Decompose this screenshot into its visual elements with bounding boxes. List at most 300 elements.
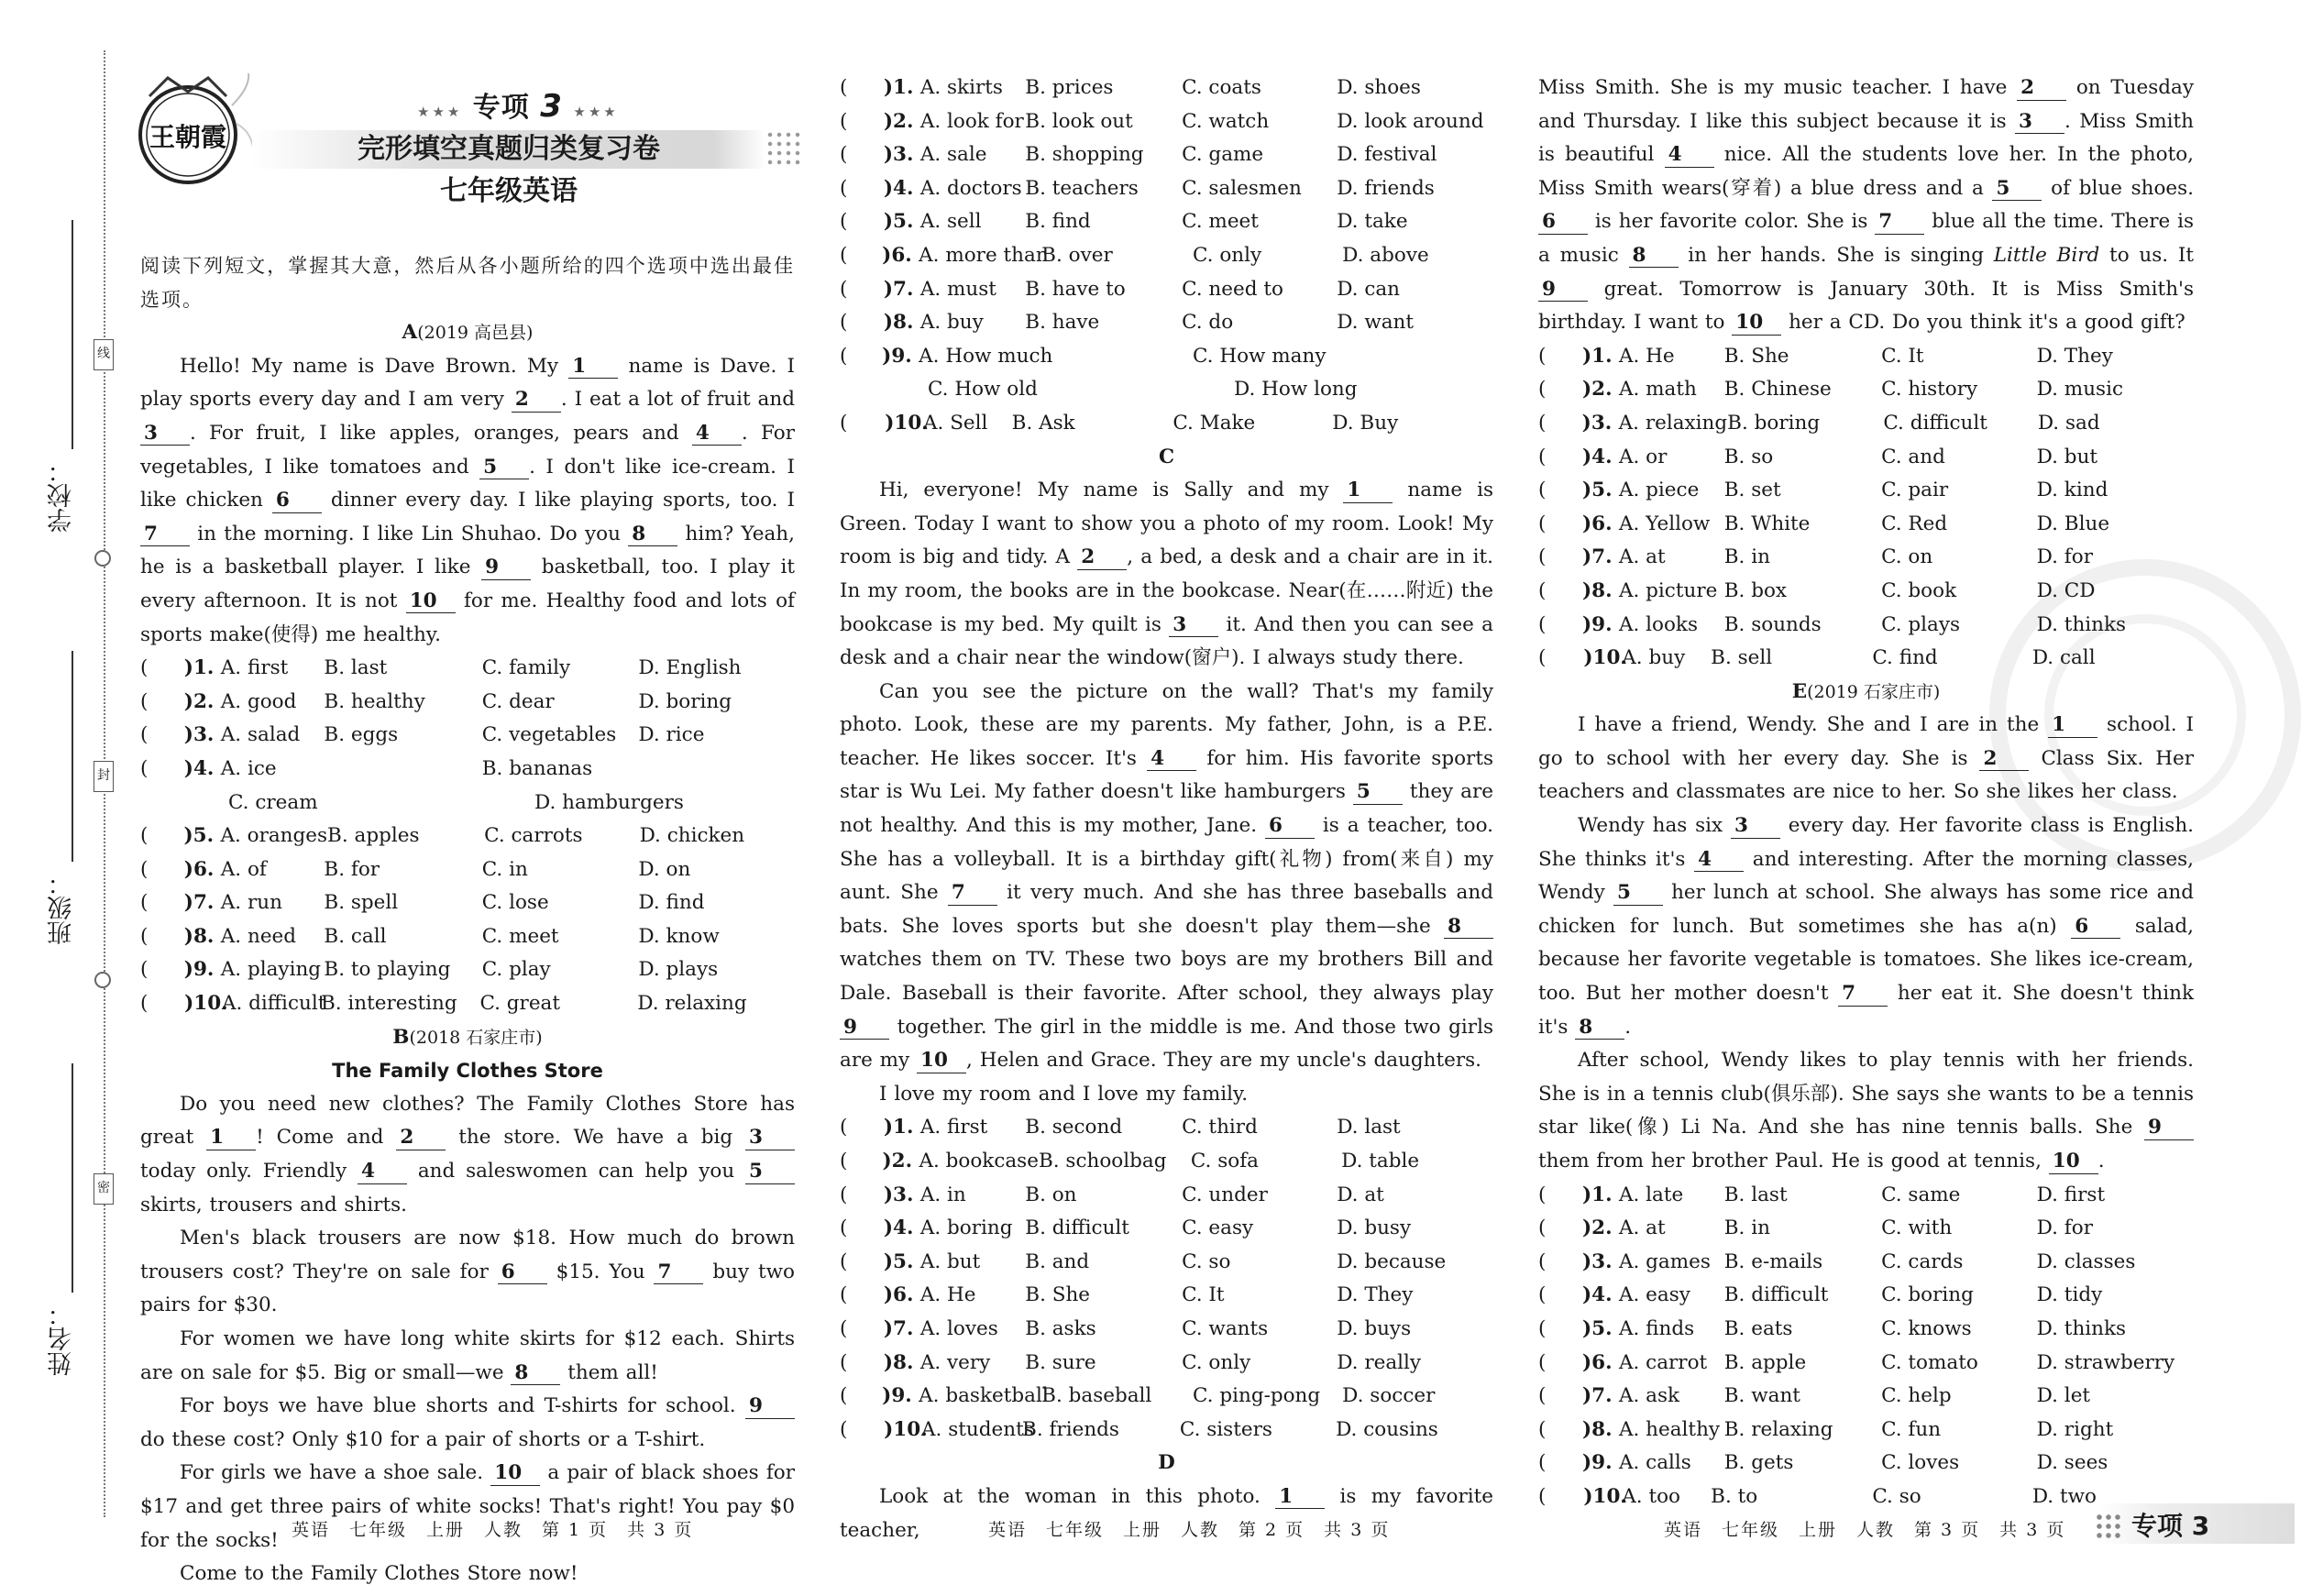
option[interactable]: B. in bbox=[1723, 545, 1770, 569]
answer-bracket[interactable]: ( bbox=[840, 1350, 848, 1374]
option[interactable]: D. sees bbox=[2036, 1451, 2108, 1475]
answer-bracket[interactable]: ( bbox=[1538, 512, 1547, 535]
answer-bracket[interactable]: ( bbox=[1538, 411, 1547, 435]
option[interactable]: C. How old bbox=[928, 378, 1038, 402]
option[interactable]: D. tidy bbox=[2036, 1283, 2103, 1307]
blank-5[interactable]: 5 bbox=[479, 457, 529, 480]
option[interactable]: B. second bbox=[1025, 1116, 1123, 1139]
blank-1[interactable]: 1 bbox=[568, 357, 618, 380]
option[interactable]: B. Ask bbox=[1011, 411, 1075, 435]
blank-6[interactable]: 6 bbox=[498, 1262, 547, 1285]
blank-5[interactable]: 5 bbox=[1992, 179, 2042, 202]
option[interactable]: B. box bbox=[1723, 578, 1788, 602]
option[interactable]: B. sounds bbox=[1723, 612, 1822, 636]
blank-2[interactable]: 2 bbox=[1077, 547, 1127, 570]
option[interactable]: C. play bbox=[481, 958, 551, 982]
option[interactable]: C. It bbox=[1881, 344, 1924, 368]
answer-bracket[interactable]: ( bbox=[1538, 445, 1547, 468]
option[interactable]: D. take bbox=[1337, 210, 1408, 234]
answer-bracket[interactable]: ( bbox=[840, 109, 848, 133]
option[interactable]: A. picture bbox=[1618, 578, 1718, 602]
option[interactable]: D. let bbox=[2036, 1384, 2091, 1408]
option[interactable]: B. set bbox=[1723, 479, 1781, 502]
answer-bracket[interactable]: ( bbox=[140, 824, 149, 848]
option[interactable]: B. relaxing bbox=[1723, 1417, 1833, 1441]
option[interactable]: D. strawberry bbox=[2036, 1350, 2175, 1374]
blank-6[interactable]: 6 bbox=[1538, 212, 1588, 235]
option[interactable]: C. in bbox=[481, 857, 528, 881]
option[interactable]: D. two bbox=[2031, 1484, 2097, 1508]
answer-bracket[interactable]: ( bbox=[840, 210, 848, 234]
option[interactable]: A. first bbox=[220, 656, 289, 680]
option[interactable]: C. only bbox=[1192, 243, 1262, 267]
option[interactable]: C. carrots bbox=[484, 824, 583, 848]
option[interactable]: A. games bbox=[1618, 1249, 1711, 1273]
option[interactable]: C. need to bbox=[1182, 277, 1283, 301]
option[interactable]: C. fun bbox=[1881, 1417, 1942, 1441]
blank-9[interactable]: 9 bbox=[1538, 280, 1588, 303]
option[interactable]: C. same bbox=[1881, 1183, 1961, 1206]
option[interactable]: A. oranges bbox=[220, 824, 328, 848]
blank-1[interactable]: 1 bbox=[2048, 715, 2097, 738]
option[interactable]: C. lose bbox=[481, 891, 549, 915]
option[interactable]: A. ask bbox=[1618, 1384, 1680, 1408]
blank-9[interactable]: 9 bbox=[745, 1396, 795, 1419]
option[interactable]: C. loves bbox=[1881, 1451, 1960, 1475]
blank-2[interactable]: 2 bbox=[2017, 78, 2066, 101]
blank-4[interactable]: 4 bbox=[358, 1161, 407, 1184]
blank-10[interactable]: 10 bbox=[2049, 1151, 2098, 1174]
option[interactable]: B. sure bbox=[1025, 1350, 1096, 1374]
option[interactable]: A. salad bbox=[220, 723, 301, 747]
blank-8[interactable]: 8 bbox=[628, 524, 677, 547]
option[interactable]: B. have bbox=[1025, 311, 1100, 335]
option[interactable]: B. in bbox=[1723, 1216, 1770, 1240]
option[interactable]: B. to playing bbox=[324, 958, 451, 982]
option[interactable]: C. plays bbox=[1881, 612, 1961, 636]
option[interactable]: D. because bbox=[1337, 1249, 1447, 1273]
option[interactable]: A. finds bbox=[1618, 1316, 1695, 1340]
option[interactable]: D. on bbox=[638, 857, 691, 881]
option[interactable]: B. Chinese bbox=[1723, 378, 1832, 402]
blank-7[interactable]: 7 bbox=[948, 883, 997, 906]
option[interactable]: A. in bbox=[919, 1183, 966, 1206]
option[interactable]: D. Buy bbox=[1332, 411, 1399, 435]
option[interactable]: A. must bbox=[919, 277, 996, 301]
option[interactable]: A. very bbox=[919, 1350, 991, 1374]
option[interactable]: C. third bbox=[1182, 1116, 1258, 1139]
blank-7[interactable]: 7 bbox=[1875, 212, 1924, 235]
blank-7[interactable]: 7 bbox=[654, 1262, 703, 1285]
option[interactable]: D. soccer bbox=[1342, 1384, 1436, 1408]
option[interactable]: B. e-mails bbox=[1723, 1249, 1823, 1273]
option[interactable]: C. watch bbox=[1182, 109, 1270, 133]
answer-bracket[interactable]: ( bbox=[140, 924, 149, 948]
option[interactable]: D. They bbox=[2036, 344, 2113, 368]
option[interactable]: D. plays bbox=[638, 958, 719, 982]
option[interactable]: C. boring bbox=[1881, 1283, 1974, 1307]
option[interactable]: A. playing bbox=[220, 958, 322, 982]
answer-bracket[interactable]: ( bbox=[840, 1417, 848, 1441]
option[interactable]: D. busy bbox=[1337, 1216, 1412, 1240]
option[interactable]: A. loves bbox=[919, 1316, 998, 1340]
option[interactable]: C. cards bbox=[1881, 1249, 1964, 1273]
answer-bracket[interactable]: ( bbox=[140, 756, 149, 780]
answer-bracket[interactable]: ( bbox=[1538, 1249, 1547, 1273]
option[interactable]: C. meet bbox=[1182, 210, 1259, 234]
answer-bracket[interactable]: ( bbox=[140, 857, 149, 881]
option[interactable]: D. festival bbox=[1337, 143, 1437, 167]
option[interactable]: A. students bbox=[921, 1417, 1034, 1441]
option[interactable]: A. good bbox=[220, 689, 297, 713]
option[interactable]: C. great bbox=[479, 992, 561, 1016]
answer-bracket[interactable]: ( bbox=[140, 891, 149, 915]
option[interactable]: D. relaxing bbox=[637, 992, 747, 1016]
option[interactable]: D. CD bbox=[2036, 578, 2096, 602]
option[interactable]: D. last bbox=[1337, 1116, 1401, 1139]
option[interactable]: A. healthy bbox=[1618, 1417, 1721, 1441]
answer-bracket[interactable]: ( bbox=[140, 958, 149, 982]
answer-bracket[interactable]: ( bbox=[840, 1316, 848, 1340]
option[interactable]: B. over bbox=[1041, 243, 1113, 267]
blank-4[interactable]: 4 bbox=[1147, 749, 1196, 772]
blank-2[interactable]: 2 bbox=[512, 390, 561, 413]
blank-2[interactable]: 2 bbox=[1979, 749, 2029, 772]
option[interactable]: D. for bbox=[2036, 545, 2093, 569]
answer-bracket[interactable]: ( bbox=[840, 143, 848, 167]
option[interactable]: B. spell bbox=[324, 891, 399, 915]
option[interactable]: D. chicken bbox=[639, 824, 745, 848]
answer-bracket[interactable]: ( bbox=[1538, 1417, 1547, 1441]
option[interactable]: B. prices bbox=[1025, 76, 1114, 99]
option[interactable]: D. music bbox=[2036, 378, 2123, 402]
answer-bracket[interactable]: ( bbox=[1538, 1316, 1547, 1340]
option[interactable]: D. find bbox=[638, 891, 705, 915]
class-field[interactable] bbox=[72, 651, 73, 862]
answer-bracket[interactable]: ( bbox=[1538, 612, 1547, 636]
option[interactable]: C. difficult bbox=[1883, 411, 1987, 435]
answer-bracket[interactable]: ( bbox=[1538, 344, 1547, 368]
name-field[interactable] bbox=[72, 1063, 73, 1293]
option[interactable]: A. run bbox=[220, 891, 282, 915]
option[interactable]: B. shopping bbox=[1025, 143, 1144, 167]
option[interactable]: D. They bbox=[1337, 1283, 1414, 1307]
option[interactable]: C. find bbox=[1872, 646, 1938, 670]
option[interactable]: A. relaxing bbox=[1618, 411, 1728, 435]
option[interactable]: D. can bbox=[1337, 277, 1401, 301]
option[interactable]: D. first bbox=[2036, 1183, 2106, 1206]
option[interactable]: C. family bbox=[481, 656, 571, 680]
answer-bracket[interactable]: ( bbox=[1538, 578, 1547, 602]
option[interactable]: A. of bbox=[220, 857, 267, 881]
answer-bracket[interactable]: ( bbox=[840, 1183, 848, 1206]
option[interactable]: A. math bbox=[1618, 378, 1697, 402]
answer-bracket[interactable]: ( bbox=[840, 311, 848, 335]
blank-4[interactable]: 4 bbox=[692, 424, 742, 446]
option[interactable]: D. hamburgers bbox=[534, 790, 684, 814]
option[interactable]: D. but bbox=[2036, 445, 2098, 468]
option[interactable]: D. thinks bbox=[2036, 612, 2127, 636]
option[interactable]: B. friends bbox=[1022, 1417, 1119, 1441]
option[interactable]: B. She bbox=[1723, 344, 1789, 368]
answer-bracket[interactable]: ( bbox=[1538, 545, 1547, 569]
option[interactable]: B. last bbox=[324, 656, 388, 680]
answer-bracket[interactable]: ( bbox=[1538, 1216, 1547, 1240]
blank-8[interactable]: 8 bbox=[1444, 917, 1493, 940]
answer-bracket[interactable]: ( bbox=[1538, 479, 1547, 502]
answer-bracket[interactable]: ( bbox=[1538, 1350, 1547, 1374]
answer-bracket[interactable]: ( bbox=[1538, 646, 1547, 670]
option[interactable]: D. right bbox=[2036, 1417, 2114, 1441]
option[interactable]: A. late bbox=[1618, 1183, 1684, 1206]
option[interactable]: B. She bbox=[1025, 1283, 1091, 1307]
answer-bracket[interactable]: ( bbox=[840, 1216, 848, 1240]
blank-2[interactable]: 2 bbox=[396, 1128, 446, 1150]
option[interactable]: D. sad bbox=[2037, 411, 2100, 435]
blank-3[interactable]: 3 bbox=[745, 1128, 795, 1150]
option[interactable]: A. sell bbox=[919, 210, 982, 234]
blank-5[interactable]: 5 bbox=[1353, 782, 1403, 805]
option[interactable]: B. White bbox=[1723, 512, 1811, 535]
option[interactable]: D. look around bbox=[1337, 109, 1484, 133]
blank-6[interactable]: 6 bbox=[272, 490, 322, 513]
answer-bracket[interactable]: ( bbox=[840, 1116, 848, 1139]
option[interactable]: A. skirts bbox=[919, 76, 1003, 99]
blank-1[interactable]: 1 bbox=[1343, 480, 1393, 503]
option[interactable]: A. boring bbox=[919, 1216, 1013, 1240]
option[interactable]: A. He bbox=[1618, 344, 1675, 368]
answer-bracket[interactable]: ( bbox=[840, 243, 848, 267]
option[interactable]: B. and bbox=[1025, 1249, 1090, 1273]
answer-bracket[interactable]: ( bbox=[1538, 378, 1547, 402]
option[interactable]: A. Yellow bbox=[1618, 512, 1711, 535]
option[interactable]: B. on bbox=[1025, 1183, 1077, 1206]
option[interactable]: B. baseball bbox=[1041, 1384, 1152, 1408]
option[interactable]: A. more than bbox=[919, 243, 1049, 267]
option[interactable]: C. salesmen bbox=[1182, 176, 1302, 200]
answer-bracket[interactable]: ( bbox=[140, 656, 149, 680]
option[interactable]: A. calls bbox=[1618, 1451, 1691, 1475]
blank-10[interactable]: 10 bbox=[490, 1463, 540, 1486]
option[interactable]: B. bananas bbox=[481, 756, 593, 780]
option[interactable]: C. under bbox=[1182, 1183, 1268, 1206]
option[interactable]: B. eggs bbox=[324, 723, 399, 747]
blank-6[interactable]: 6 bbox=[2071, 917, 2120, 940]
blank-5[interactable]: 5 bbox=[1613, 883, 1663, 906]
option[interactable]: D. friends bbox=[1337, 176, 1435, 200]
option[interactable]: B. apple bbox=[1723, 1350, 1807, 1374]
option[interactable]: D. want bbox=[1337, 311, 1415, 335]
option[interactable]: B. sell bbox=[1711, 646, 1773, 670]
option[interactable]: C. meet bbox=[481, 924, 559, 948]
option[interactable]: A. too bbox=[1622, 1484, 1680, 1508]
option[interactable]: B. so bbox=[1723, 445, 1774, 468]
option[interactable]: C. Make bbox=[1173, 411, 1256, 435]
option[interactable]: C. tomato bbox=[1881, 1350, 1978, 1374]
school-field[interactable] bbox=[72, 220, 73, 449]
option[interactable]: A. doctors bbox=[919, 176, 1022, 200]
option[interactable]: D. How long bbox=[1234, 378, 1358, 402]
option[interactable]: C. dear bbox=[481, 689, 555, 713]
option[interactable]: B. last bbox=[1723, 1183, 1788, 1206]
option[interactable]: B. difficult bbox=[1723, 1283, 1829, 1307]
answer-bracket[interactable]: ( bbox=[1538, 1484, 1547, 1508]
option[interactable]: A. look for bbox=[919, 109, 1024, 133]
option[interactable]: B. difficult bbox=[1025, 1216, 1129, 1240]
option[interactable]: C. history bbox=[1881, 378, 1978, 402]
option[interactable]: D. cousins bbox=[1336, 1417, 1438, 1441]
option[interactable]: A. Sell bbox=[923, 411, 988, 435]
option[interactable]: C. help bbox=[1881, 1384, 1952, 1408]
option[interactable]: A. but bbox=[919, 1249, 981, 1273]
option[interactable]: B. want bbox=[1723, 1384, 1800, 1408]
option[interactable]: A. sale bbox=[919, 143, 987, 167]
option[interactable]: C. Red bbox=[1881, 512, 1948, 535]
blank-7[interactable]: 7 bbox=[140, 524, 190, 547]
option[interactable]: A. at bbox=[1618, 1216, 1666, 1240]
option[interactable]: B. find bbox=[1025, 210, 1091, 234]
option[interactable]: A. buy bbox=[1622, 646, 1686, 670]
answer-bracket[interactable]: ( bbox=[1538, 1451, 1547, 1475]
answer-bracket[interactable]: ( bbox=[140, 992, 149, 1016]
answer-bracket[interactable]: ( bbox=[840, 411, 848, 435]
option[interactable]: D. thinks bbox=[2036, 1316, 2127, 1340]
answer-bracket[interactable]: ( bbox=[1538, 1384, 1547, 1408]
option[interactable]: D. call bbox=[2031, 646, 2096, 670]
blank-5[interactable]: 5 bbox=[745, 1161, 795, 1184]
blank-3[interactable]: 3 bbox=[1169, 615, 1218, 638]
answer-bracket[interactable]: ( bbox=[840, 176, 848, 200]
option[interactable]: A. or bbox=[1618, 445, 1668, 468]
blank-10[interactable]: 10 bbox=[406, 591, 456, 614]
option[interactable]: A. bookcase bbox=[919, 1150, 1039, 1172]
option[interactable]: D. table bbox=[1341, 1150, 1420, 1172]
option[interactable]: B. eats bbox=[1723, 1316, 1793, 1340]
option[interactable]: B. interesting bbox=[320, 992, 457, 1016]
option[interactable]: A. ice bbox=[220, 756, 277, 780]
blank-3[interactable]: 3 bbox=[140, 424, 190, 446]
option[interactable]: A. easy bbox=[1618, 1283, 1690, 1307]
option[interactable]: C. on bbox=[1881, 545, 1933, 569]
option[interactable]: C. sisters bbox=[1179, 1417, 1272, 1441]
answer-bracket[interactable]: ( bbox=[840, 76, 848, 99]
option[interactable]: C. ping-pong bbox=[1192, 1384, 1321, 1408]
blank-3[interactable]: 3 bbox=[1731, 816, 1780, 839]
option[interactable]: C. easy bbox=[1182, 1216, 1254, 1240]
blank-8[interactable]: 8 bbox=[1629, 246, 1679, 269]
option[interactable]: B. teachers bbox=[1025, 176, 1139, 200]
blank-8[interactable]: 8 bbox=[1575, 1018, 1624, 1040]
blank-9[interactable]: 9 bbox=[481, 557, 531, 580]
blank-4[interactable]: 4 bbox=[1694, 850, 1744, 873]
blank-8[interactable]: 8 bbox=[511, 1363, 560, 1386]
option[interactable]: D. really bbox=[1337, 1350, 1422, 1374]
option[interactable]: C. and bbox=[1881, 445, 1945, 468]
option[interactable]: C. sofa bbox=[1190, 1150, 1259, 1172]
option[interactable]: B. asks bbox=[1025, 1316, 1096, 1340]
option[interactable]: C. pair bbox=[1881, 479, 1949, 502]
option[interactable]: A. difficult bbox=[221, 992, 326, 1016]
option[interactable]: B. boring bbox=[1727, 411, 1821, 435]
option[interactable]: B. gets bbox=[1723, 1451, 1794, 1475]
option[interactable]: D. boring bbox=[638, 689, 732, 713]
option[interactable]: C. with bbox=[1881, 1216, 1953, 1240]
option[interactable]: A. need bbox=[220, 924, 297, 948]
option[interactable]: C. only bbox=[1182, 1350, 1251, 1374]
blank-10[interactable]: 10 bbox=[917, 1051, 966, 1073]
option[interactable]: C. wants bbox=[1182, 1316, 1269, 1340]
option[interactable]: C. It bbox=[1182, 1283, 1225, 1307]
option[interactable]: A. How much bbox=[919, 344, 1053, 368]
option[interactable]: C. cream bbox=[228, 790, 318, 814]
blank-7[interactable]: 7 bbox=[1838, 984, 1888, 1007]
option[interactable]: B. apples bbox=[327, 824, 420, 848]
answer-bracket[interactable]: ( bbox=[840, 1249, 848, 1273]
option[interactable]: B. to bbox=[1711, 1484, 1758, 1508]
option[interactable]: C. do bbox=[1182, 311, 1234, 335]
option[interactable]: A. carrot bbox=[1618, 1350, 1708, 1374]
blank-1[interactable]: 1 bbox=[1275, 1487, 1325, 1510]
option[interactable]: A. basketball bbox=[919, 1384, 1049, 1408]
blank-3[interactable]: 3 bbox=[2015, 112, 2064, 135]
option[interactable]: D. at bbox=[1337, 1183, 1384, 1206]
option[interactable]: D. know bbox=[638, 924, 720, 948]
answer-bracket[interactable]: ( bbox=[840, 1283, 848, 1307]
answer-bracket[interactable]: ( bbox=[840, 344, 848, 368]
option[interactable]: C. How many bbox=[1192, 344, 1327, 368]
blank-4[interactable]: 4 bbox=[1665, 145, 1714, 168]
answer-bracket[interactable]: ( bbox=[1538, 1183, 1547, 1206]
option[interactable]: A. looks bbox=[1618, 612, 1698, 636]
option[interactable]: C. so bbox=[1182, 1249, 1231, 1273]
option[interactable]: D. shoes bbox=[1337, 76, 1421, 99]
option[interactable]: B. for bbox=[324, 857, 380, 881]
blank-6[interactable]: 6 bbox=[1265, 816, 1315, 839]
answer-bracket[interactable]: ( bbox=[140, 689, 149, 713]
option[interactable]: C. so bbox=[1872, 1484, 1921, 1508]
answer-bracket[interactable]: ( bbox=[840, 1150, 848, 1172]
answer-bracket[interactable]: ( bbox=[840, 1384, 848, 1408]
option[interactable]: D. Blue bbox=[2036, 512, 2110, 535]
option[interactable]: A. He bbox=[919, 1283, 976, 1307]
option[interactable]: A. first bbox=[919, 1116, 988, 1139]
option[interactable]: B. call bbox=[324, 924, 387, 948]
answer-bracket[interactable]: ( bbox=[840, 277, 848, 301]
option[interactable]: B. healthy bbox=[324, 689, 425, 713]
blank-9[interactable]: 9 bbox=[2144, 1117, 2194, 1140]
answer-bracket[interactable]: ( bbox=[140, 723, 149, 747]
option[interactable]: B. schoolbag bbox=[1038, 1150, 1167, 1172]
blank-9[interactable]: 9 bbox=[840, 1018, 889, 1040]
option[interactable]: C. game bbox=[1182, 143, 1264, 167]
answer-bracket[interactable]: ( bbox=[1538, 1283, 1547, 1307]
option[interactable]: C. vegetables bbox=[481, 723, 617, 747]
option[interactable]: D. rice bbox=[638, 723, 705, 747]
option[interactable]: A. at bbox=[1618, 545, 1666, 569]
option[interactable]: C. coats bbox=[1182, 76, 1261, 99]
option[interactable]: B. have to bbox=[1025, 277, 1126, 301]
option[interactable]: A. piece bbox=[1618, 479, 1700, 502]
option[interactable]: D. English bbox=[638, 656, 742, 680]
option[interactable]: B. look out bbox=[1025, 109, 1133, 133]
option[interactable]: D. kind bbox=[2036, 479, 2108, 502]
option[interactable]: C. book bbox=[1881, 578, 1957, 602]
blank-10[interactable]: 10 bbox=[1732, 313, 1781, 336]
blank-1[interactable]: 1 bbox=[206, 1128, 256, 1150]
option[interactable]: D. buys bbox=[1337, 1316, 1412, 1340]
option[interactable]: D. for bbox=[2036, 1216, 2093, 1240]
option[interactable]: D. above bbox=[1342, 243, 1429, 267]
